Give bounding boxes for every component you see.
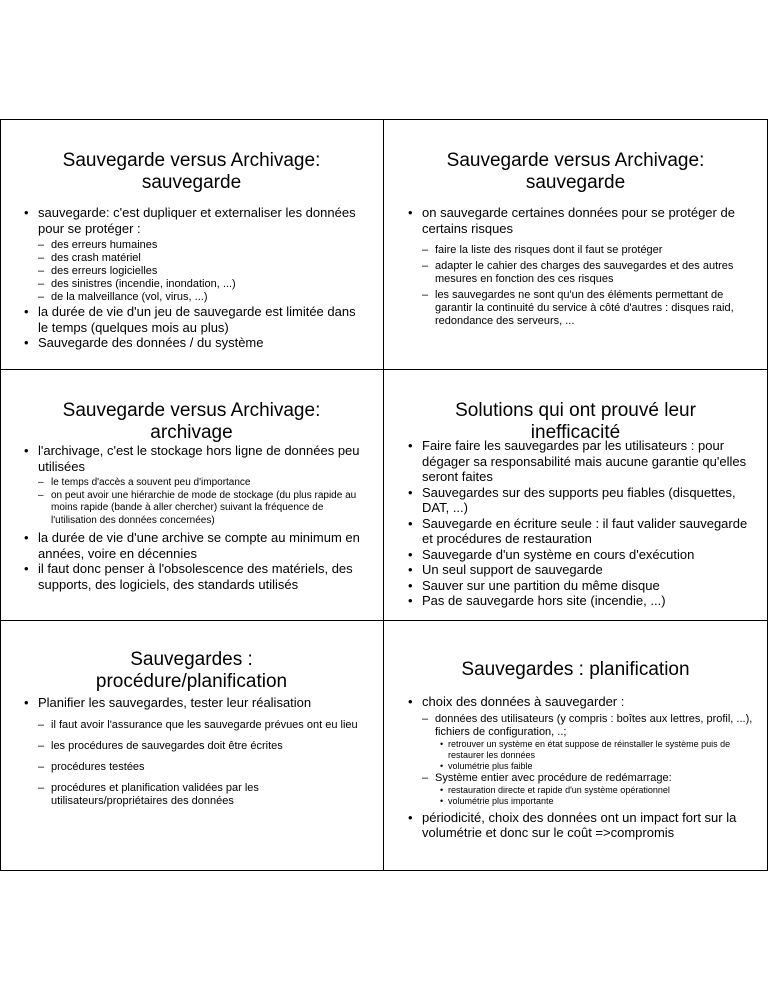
bullet: • l'archivage, c'est le stockage hors ligne de données peu utilisées: [26, 443, 369, 474]
sub-sub-bullet: • volumétrie plus faible: [440, 761, 753, 772]
handout-grid: [0, 119, 768, 871]
slide-title: Sauvegarde versus Archivage: sauvegarde: [446, 150, 705, 193]
slide-title: Sauvegarde versus Archivage: sauvegarde: [62, 150, 321, 193]
bullet: • la durée de vie d'un jeu de sauvegarde est limitée dans le temps (quelques mois au plus): [26, 304, 369, 335]
bullet: • la durée de vie d'une archive se compte au minimum en années, voire en décennies: [26, 530, 369, 561]
slide-body: [26, 205, 369, 351]
sub-bullet: – données des utilisateurs (y compris : boîtes aux lettres, profil, ...), fichiers de configuration, ..;: [422, 713, 753, 739]
bullet: • Faire faire les sauvegardes par les utilisateurs : pour dégager sa responsabilité mais aucune garantie qu'elles seront faites: [410, 438, 753, 485]
slide-body: [26, 443, 369, 592]
sub-bullet: – de la malveillance (vol, virus, ...): [38, 291, 369, 304]
bullet: • il faut donc penser à l'obsolescence des matériels, des supports, des logiciels, des standards utilisés: [26, 561, 369, 592]
slide-body: [410, 694, 753, 841]
sub-bullet: – on peut avoir une hiérarchie de mode de stockage (du plus rapide au moins rapide (bande à aller chercher) suivant la fréquence de l'utilisation des données concernées): [38, 490, 369, 528]
bullet: • sauvegarde: c'est dupliquer et externaliser les données pour se protéger :: [26, 205, 369, 236]
slide-body: [26, 695, 369, 808]
slide-3: [0, 370, 383, 620]
bullet: • Pas de sauvegarde hors site (incendie, ...): [410, 593, 753, 609]
sub-bullet: – des crash matériel: [38, 252, 369, 265]
sub-bullet: – faire la liste des risques dont il faut se protéger: [422, 244, 753, 257]
slide-title: Solutions qui ont prouvé leur inefficacité: [455, 400, 696, 443]
slide-1: [0, 119, 383, 369]
bullet: • périodicité, choix des données ont un impact fort sur la volumétrie et donc sur le coût =>compromis: [410, 810, 753, 841]
bullet: • Sauvegarde des données / du système: [26, 335, 369, 351]
bullet: • Sauver sur une partition du même disque: [410, 578, 753, 594]
sub-bullet: – des sinistres (incendie, inondation, ...): [38, 278, 369, 291]
slide-body: [410, 205, 753, 328]
slide-title: Sauvegardes : planification: [461, 659, 690, 680]
bullet: • Sauvegardes sur des supports peu fiables (disquettes, DAT, ...): [410, 485, 753, 516]
bullet: • Sauvegarde d'un système en cours d'exécution: [410, 547, 753, 563]
slide-body: [410, 438, 753, 609]
sub-bullet: – des erreurs humaines: [38, 239, 369, 252]
slide-title: Sauvegardes : procédure/planification: [95, 649, 288, 692]
slide-title: Sauvegarde versus Archivage: archivage: [62, 400, 321, 443]
sub-bullet: – procédures testées: [38, 761, 369, 774]
bullet: • Sauvegarde en écriture seule : il faut valider sauvegarde et procédures de restauration: [410, 516, 753, 547]
sub-bullet: – adapter le cahier des charges des sauvegardes et des autres mesures en fonction des ces risques: [422, 260, 753, 286]
bullet: • Planifier les sauvegardes, tester leur réalisation: [26, 695, 369, 711]
sub-bullet: – le temps d'accès a souvent peu d'importance: [38, 477, 369, 490]
sub-bullet: – il faut avoir l'assurance que les sauvegarde prévues ont eu lieu: [38, 719, 369, 732]
sub-bullet: – Système entier avec procédure de redémarrage:: [422, 772, 753, 785]
sub-bullet: – procédures et planification validées par les utilisateurs/propriétaires des données: [38, 782, 369, 808]
slide-4: [384, 370, 767, 620]
bullet: • Un seul support de sauvegarde: [410, 562, 753, 578]
slide-5: [0, 621, 383, 871]
slide-6: [384, 621, 767, 871]
sub-bullet: – les sauvegardes ne sont qu'un des éléments permettant de garantir la continuité du service à côté d'autres : disques raid, redondance des serveurs, ...: [422, 289, 753, 328]
sub-sub-bullet: • retrouver un système en état suppose de réinstaller le système puis de restaurer les données: [440, 739, 753, 761]
sub-sub-bullet: • restauration directe et rapide d'un système opérationnel: [440, 785, 753, 796]
bullet: • on sauvegarde certaines données pour se protéger de certains risques: [410, 205, 753, 236]
sub-bullet: – les procédures de sauvegardes doit être écrites: [38, 740, 369, 753]
bullet: • choix des données à sauvegarder :: [410, 694, 753, 710]
sub-sub-bullet: • volumétrie plus importante: [440, 796, 753, 807]
sub-bullet: – des erreurs logicielles: [38, 265, 369, 278]
slide-2: [384, 119, 767, 369]
